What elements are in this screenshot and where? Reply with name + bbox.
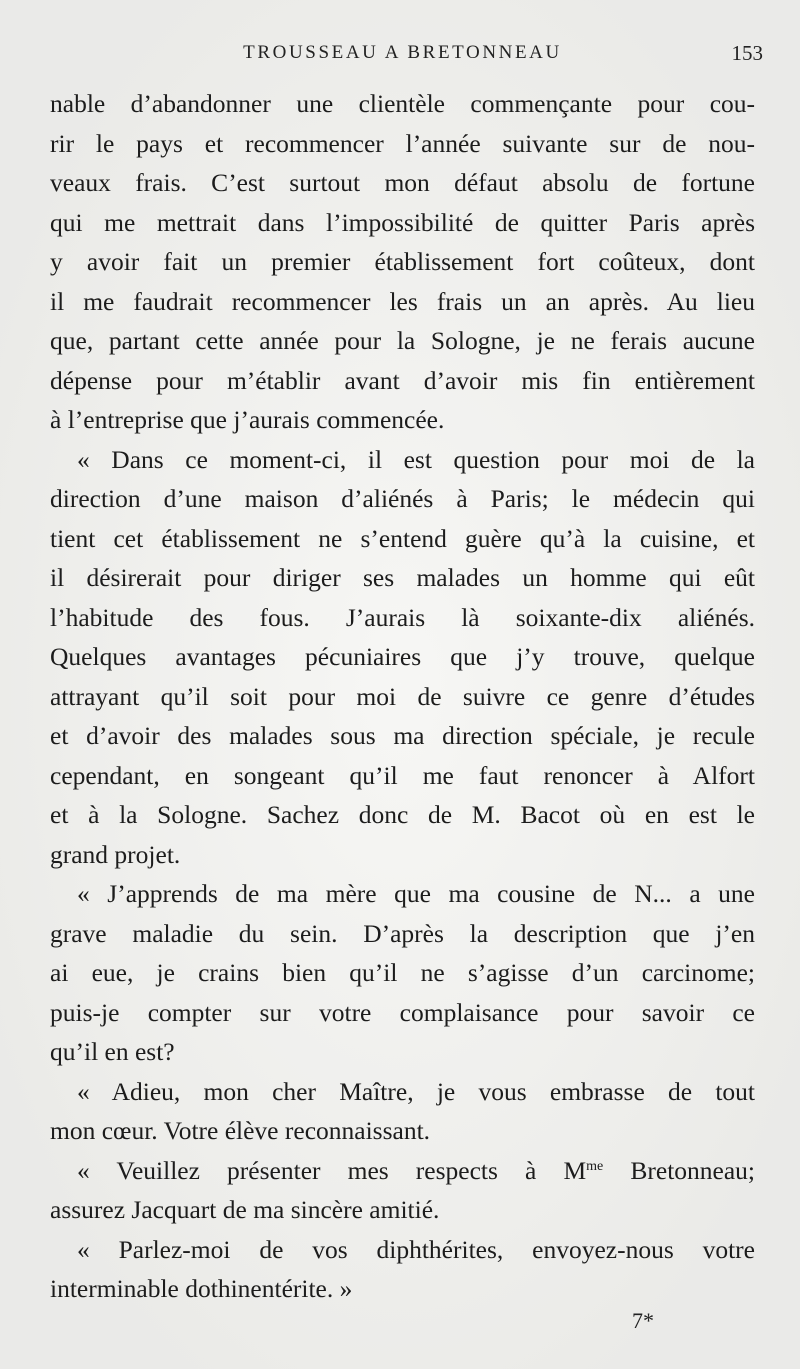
text-line: interminable dothinentérite. »	[50, 1274, 353, 1303]
text-line: mon cœur. Votre élève reconnaissant.	[50, 1116, 431, 1145]
page-header	[50, 36, 763, 70]
text-line: tient cet établissement ne s’entend guère qu’à la cuisine, et	[50, 523, 755, 553]
text-line: dépense pour m’établir avant d’avoir mis fin entièrement	[50, 365, 755, 395]
text-line-start: « Veuillez présenter mes respects à M	[77, 1155, 587, 1185]
text-line: il désirerait pour diriger ses malades un homme qui eût	[50, 563, 755, 592]
text-line: nable d’abandonner une clientèle commençante pour cou-	[50, 89, 755, 118]
text-line: qui me mettrait dans l’impossibilité de quitter Paris après	[50, 207, 755, 237]
text-line: « J’apprends de ma mère que ma cousine de N... a une	[77, 879, 755, 908]
text-line: assurez Jacquart de ma sincère amitié.	[50, 1195, 440, 1224]
text-line: qu’il en est?	[50, 1037, 175, 1066]
text-line: il me faudrait recommencer les frais un an après. Au lieu	[50, 286, 755, 316]
text-line: veaux frais. C’est surtout mon défaut absolu de fortune	[50, 168, 755, 197]
text-line: puis-je compter sur votre complaisance pour savoir ce	[50, 997, 755, 1027]
text-line: ai eue, je crains bien qu’il ne s’agisse d’un carcinome;	[50, 958, 755, 987]
text-line-end: Bretonneau;	[603, 1155, 756, 1185]
text-line	[50, 1151, 755, 1191]
body-text	[50, 84, 755, 1309]
text-line: cependant, en songeant qu’il me faut renoncer à Alfort	[50, 760, 755, 790]
text-line: direction d’une maison d’aliénés à Paris; le médecin qui	[50, 484, 755, 513]
text-line: attrayant qu’il soit pour moi de suivre ce genre d’études	[50, 681, 755, 711]
text-line: et d’avoir des malades sous ma direction spéciale, je recule	[50, 721, 755, 750]
page-number: 153	[731, 41, 763, 65]
text-line: Quelques avantages pécuniaires que j’y trouve, quelque	[50, 642, 755, 671]
text-line: l’habitude des fous. J’aurais là soixante-dix aliénés.	[50, 602, 755, 632]
text-line: grand projet.	[50, 839, 181, 869]
text-line: que, partant cette année pour la Sologne, je ne ferais aucune	[50, 326, 755, 355]
text-line: y avoir fait un premier établissement fort coûteux, dont	[50, 247, 755, 276]
text-line: « Parlez-moi de vos diphthérites, envoyez-nous votre	[77, 1234, 755, 1264]
running-title: TROUSSEAU A BRETONNEAU	[243, 42, 562, 63]
text-line: à l’entreprise que j’aurais commencée.	[50, 405, 445, 434]
text-line: « Dans ce moment-ci, il est question pour moi de la	[77, 444, 755, 474]
text-line: rir le pays et recommencer l’année suivante sur de nou-	[50, 128, 755, 158]
text-line: grave maladie du sein. D’après la description que j’en	[50, 918, 755, 948]
signature-mark: 7*	[632, 1308, 654, 1333]
text-line: « Adieu, mon cher Maître, je vous embrasse de tout	[77, 1076, 755, 1106]
superscript-me: me	[586, 1158, 604, 1174]
text-line: et à la Sologne. Sachez donc de M. Bacot où en est le	[50, 800, 755, 829]
